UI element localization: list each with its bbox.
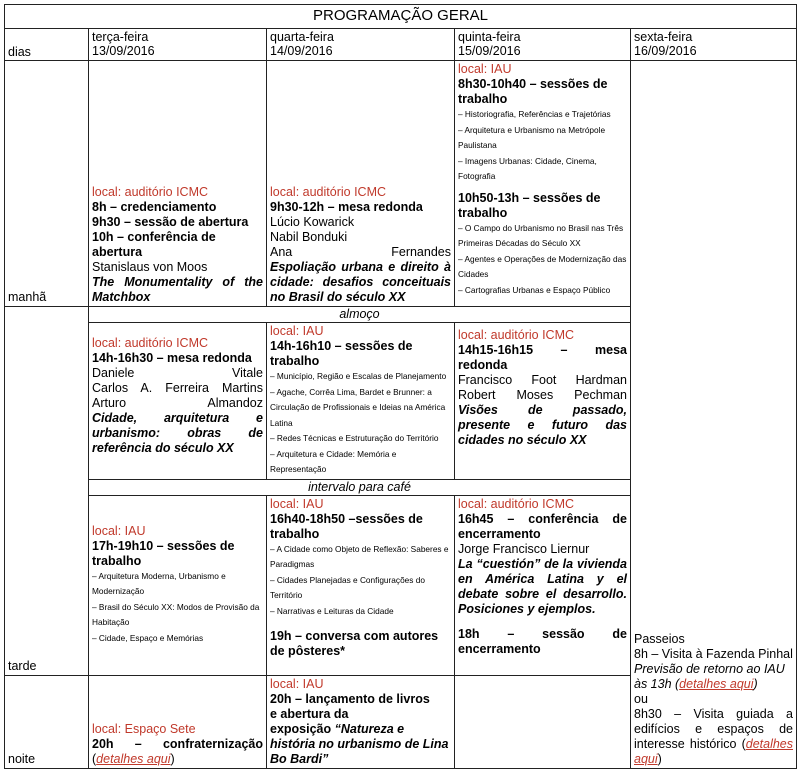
session-item: – Cidades Planejadas e Configurações do Território xyxy=(270,574,425,600)
dias-label: dias xyxy=(5,29,89,61)
details-link[interactable]: detalhes aqui xyxy=(96,751,171,766)
header-fri: sexta-feira 16/09/2016 xyxy=(631,29,797,61)
page-title: PROGRAMAÇÃO GERAL xyxy=(5,5,797,29)
participant: Carlos A. Ferreira Martins xyxy=(92,381,263,395)
details-link[interactable]: detalhes aqui xyxy=(679,676,754,691)
header-tue: terça-feira 13/09/2016 xyxy=(89,29,267,61)
morning-wed-cell: local: auditório ICMC 9h30-12h – mesa redonda Lúcio Kowarick Nabil Bonduki Ana Fernandes Espoliação urbana e direito à cidade: desafios conceituais no Brasil do século XX xyxy=(267,61,455,307)
location-label: local: auditório ICMC xyxy=(92,185,209,199)
location-label: local: IAU xyxy=(270,496,324,511)
location-label: local: IAU xyxy=(92,523,146,538)
schedule-table xyxy=(4,4,797,769)
lunch-separator: almoço xyxy=(89,307,631,323)
period-manha: manhã xyxy=(5,61,89,307)
participant: Arturo Almandoz xyxy=(92,396,263,410)
session-item: – Imagens Urbanas: Cidade, Cinema, Fotografia xyxy=(458,155,597,181)
location-label: local: auditório ICMC xyxy=(270,185,387,199)
session-item: – Cartografias Urbanas e Espaço Público xyxy=(458,284,611,295)
header-thu: quinta-feira 15/09/2016 xyxy=(455,29,631,61)
session-item: – Redes Técnicas e Estruturação do Território xyxy=(270,433,439,443)
passeios-heading: Passeios xyxy=(634,631,685,646)
title-row xyxy=(5,5,797,29)
session-item: – Arquitetura Moderna, Urbanismo e Modernização xyxy=(92,570,226,597)
friday-cell: Passeios 8h – Visita à Fazenda Pinhal Previsão de retorno ao IAU às 13h (detalhes aqui) ou 8h30 – Visita guiada a edifícios e espaços de interesse histórico (detalhes aqui) xyxy=(631,61,797,769)
header-row xyxy=(5,29,797,61)
morning-tue-cell: local: auditório ICMC 8h – credenciamento 9h30 – sessão de abertura 10h – conferência de abertura Stanislaus von Moos The Monumentality of the Matchbox xyxy=(89,61,267,307)
location-label: local: IAU xyxy=(458,62,512,76)
session-item: – Município, Região e Escalas de Planejamento xyxy=(270,371,447,381)
afternoon1-wed-cell: local: IAU 14h-16h10 – sessões de trabalho – Município, Região e Escalas de Planejamento – Agache, Corrêa Lima, Bardet e Brunner: a Circulação de Profissionais e Ideias na América Latina – Redes Técnicas e Estruturação do Território – Arquitetura e Cidade: Memória e Representação xyxy=(267,323,455,480)
talk-title: La “cuestión” de la vivienda en América Latina y el debate sobre el desarrollo. Posiciones y ejemplos. xyxy=(458,556,627,616)
session-item: – Arquitetura e Cidade: Memória e Representação xyxy=(270,448,397,474)
session-item: – Cidade, Espaço e Memórias xyxy=(92,632,204,643)
afternoon2-wed-cell: local: IAU 16h40-18h50 –sessões de trabalho – A Cidade como Objeto de Reflexão: Saberes e Paradigmas – Cidades Planejadas e Configurações do Território – Narrativas e Leituras da Cidade 19h – conversa com autores de pôsteres* xyxy=(267,495,455,675)
participant: Francisco Foot Hardman xyxy=(458,373,627,387)
afternoon1-tue-cell: local: auditório ICMC 14h-16h30 – mesa redonda Daniele Vitale Carlos A. Ferreira Martins Arturo Almandoz Cidade, arquitetura e urbanismo: obras de referência do século XX xyxy=(89,323,267,480)
night-wed-cell: local: IAU 20h – lançamento de livros e abertura da exposição “Natureza e história no urbanismo de Lina Bo Bardi” xyxy=(267,675,455,768)
participant: Ana Fernandes xyxy=(270,245,451,259)
speaker-name: Stanislaus von Moos xyxy=(92,260,208,274)
session-item: – Agentes e Operações de Modernização das Cidades xyxy=(458,253,627,279)
session-item: – Brasil do Século XX: Modos de Provisão da Habitação xyxy=(92,601,260,628)
session-item: – O Campo do Urbanismo no Brasil nas Três Primeiras Décadas do Século XX xyxy=(458,222,624,248)
period-noite: noite xyxy=(5,675,89,768)
speaker-name: Jorge Francisco Liernur xyxy=(458,541,590,556)
location-label: local: Espaço Sete xyxy=(92,721,196,736)
location-label: local: auditório ICMC xyxy=(458,328,575,342)
session-item: – Historiografia, Referências e Trajetórias xyxy=(458,109,611,119)
afternoon1-thu-cell: local: auditório ICMC 14h15-16h15 – mesa redonda Francisco Foot Hardman Robert Moses Pechman Visões de passado, presente e futuro das cidades no século XX xyxy=(455,323,631,480)
participant: Nabil Bonduki xyxy=(270,230,348,244)
session-item: – A Cidade como Objeto de Reflexão: Saberes e Paradigmas xyxy=(270,543,449,569)
afternoon2-tue-cell: local: IAU 17h-19h10 – sessões de trabalho – Arquitetura Moderna, Urbanismo e Modernização – Brasil do Século XX: Modos de Provisão da Habitação – Cidade, Espaço e Memórias xyxy=(89,495,267,675)
session-item: – Arquitetura e Urbanismo na Metrópole Paulistana xyxy=(458,124,606,150)
session-item: – Agache, Corrêa Lima, Bardet e Brunner: a Circulação de Profissionais e Ideias na América Latina xyxy=(270,386,446,428)
period-tarde: tarde xyxy=(5,307,89,676)
location-label: local: auditório ICMC xyxy=(458,496,575,511)
participant: Robert Moses Pechman xyxy=(458,388,627,402)
talk-title: Cidade, arquitetura e urbanismo: obras de referência do século XX xyxy=(92,411,263,455)
session-item: – Narrativas e Leituras da Cidade xyxy=(270,605,394,616)
night-tue-cell: local: Espaço Sete 20h – confraternização (detalhes aqui) xyxy=(89,675,267,768)
night-thu-cell xyxy=(455,675,631,768)
location-label: local: auditório ICMC xyxy=(92,336,209,350)
morning-thu-cell: local: IAU 8h30-10h40 – sessões de trabalho – Historiografia, Referências e Trajetórias – Arquitetura e Urbanismo na Metrópole Paulistana – Imagens Urbanas: Cidade, Cinema, Fotografia 10h50-13h – sessões de trabalho – O Campo do Urbanismo no Brasil nas Três Primeiras Décadas do Século XX – Agentes e Operações de Modernização das Cidades – Cartografias Urbanas e Espaço Público xyxy=(455,61,631,307)
coffee-separator: intervalo para café xyxy=(89,479,631,495)
talk-title: The Monumentality of the Matchbox xyxy=(92,275,263,304)
participant: Daniele Vitale xyxy=(92,366,263,380)
location-label: local: IAU xyxy=(270,324,324,338)
participant: Lúcio Kowarick xyxy=(270,215,355,229)
talk-title: Espoliação urbana e direito à cidade: desafios conceituais no Brasil do século XX xyxy=(270,260,451,304)
afternoon2-thu-cell: local: auditório ICMC 16h45 – conferência de encerramento Jorge Francisco Liernur La “cuestión” de la vivienda en América Latina y el debate sobre el desarrollo. Posiciones y ejemplos. 18h – sessão de encerramento xyxy=(455,495,631,675)
talk-title: Visões de passado, presente e futuro das cidades no século XX xyxy=(458,403,627,447)
location-label: local: IAU xyxy=(270,676,324,691)
header-wed: quarta-feira 14/09/2016 xyxy=(267,29,455,61)
details-link[interactable]: detalhes aqui xyxy=(634,736,794,766)
morning-row xyxy=(5,61,797,307)
